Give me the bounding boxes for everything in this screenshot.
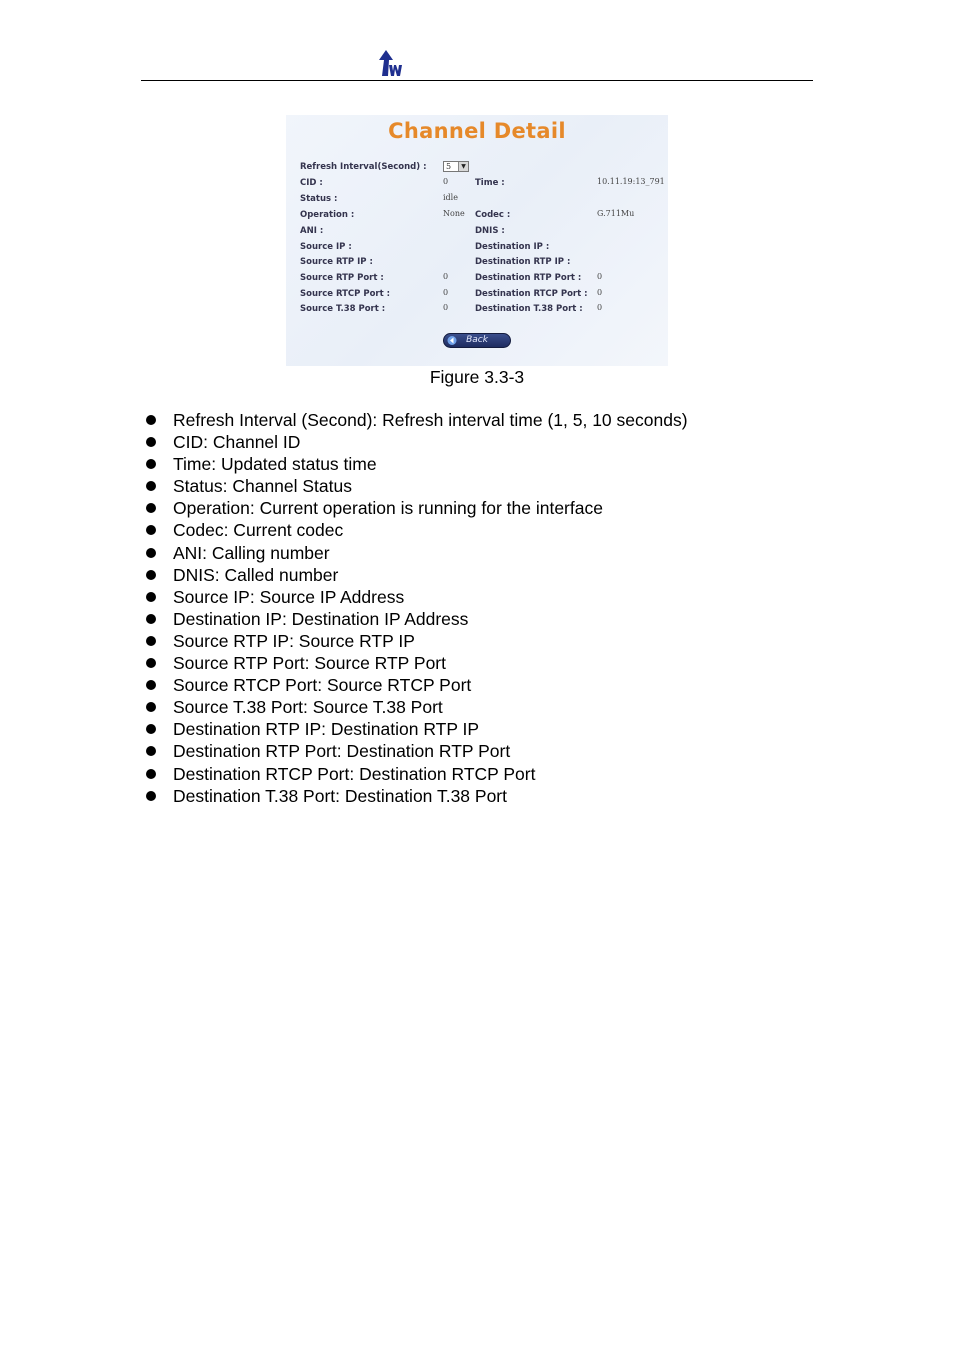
field-label: Source RTP IP :	[300, 257, 373, 267]
field-value: 0	[597, 272, 603, 281]
list-item-text: Source RTCP Port: Source RTCP Port	[173, 675, 472, 696]
channel-detail-screenshot	[286, 115, 668, 366]
figure-title: Channel Detail	[388, 119, 566, 143]
field-value: None	[443, 209, 465, 218]
bullet-icon	[146, 769, 156, 779]
list-item-text: Destination RTP IP: Destination RTP IP	[173, 719, 480, 740]
list-item-text: ANI: Calling number	[173, 542, 330, 563]
field-label: Destination RTCP Port :	[475, 289, 588, 299]
bullet-icon	[146, 680, 156, 690]
bullet-icon	[146, 592, 156, 602]
list-item-text: Refresh Interval (Second): Refresh interval time (1, 5, 10 seconds)	[173, 410, 688, 430]
field-label: Status :	[300, 194, 338, 204]
bullet-icon	[146, 746, 156, 756]
field-label: Destination RTP IP :	[475, 257, 571, 267]
bullet-icon	[146, 525, 156, 535]
back-arrow-icon	[447, 335, 457, 346]
field-label: CID :	[300, 178, 323, 188]
list-item-text: Source T.38 Port: Source T.38 Port	[173, 697, 443, 718]
list-item-text: Destination RTCP Port: Destination RTCP Port	[173, 763, 536, 784]
field-label: Destination T.38 Port :	[475, 304, 583, 314]
field-label: Time :	[475, 178, 505, 188]
field-label: ANI :	[300, 226, 324, 236]
bullet-icon	[146, 548, 156, 558]
list-item-text: Source RTP IP: Source RTP IP	[173, 630, 415, 651]
list-item-text: Destination T.38 Port: Destination T.38 Port	[173, 785, 507, 806]
field-value: G.711Mu	[597, 209, 635, 218]
field-value: 0	[443, 303, 449, 312]
field-label: Source IP :	[300, 242, 352, 252]
list-item-text: Status: Channel Status	[173, 476, 352, 497]
list-item-text: DNIS: Called number	[173, 564, 339, 585]
bullet-icon	[146, 570, 156, 580]
field-label: DNIS :	[475, 226, 505, 236]
back-button-label: Back	[466, 335, 488, 345]
list-item-text: Destination RTP Port: Destination RTP Port	[173, 741, 511, 762]
list-item-text: Codec: Current codec	[173, 520, 344, 541]
bullet-icon	[146, 658, 156, 668]
bullet-icon	[146, 724, 156, 734]
bullet-icon	[146, 459, 156, 469]
bullet-icon	[146, 791, 156, 801]
field-value: 0	[597, 303, 603, 312]
company-logo-icon	[376, 48, 408, 78]
field-value: 0	[443, 272, 449, 281]
field-label: Destination RTP Port :	[475, 273, 582, 283]
field-value: 0	[443, 288, 449, 297]
refresh-interval-select[interactable]	[443, 161, 469, 172]
bullet-icon	[146, 481, 156, 491]
field-value: 0	[597, 288, 603, 297]
field-value: 10.11.19:13_791	[597, 177, 665, 186]
bullet-icon	[146, 437, 156, 447]
field-label: Codec :	[475, 210, 511, 220]
list-item-text: Time: Updated status time	[173, 454, 377, 475]
chevron-down-icon[interactable]: ▼	[458, 162, 468, 171]
bullet-icon	[146, 636, 156, 646]
bullet-icon	[146, 503, 156, 513]
list-item-text: Operation: Current operation is running for the interface	[173, 498, 603, 519]
figure-caption: Figure 3.3-3	[429, 367, 525, 387]
bullet-icon	[146, 614, 156, 624]
refresh-interval-label: Refresh Interval(Second) :	[300, 162, 427, 172]
bullet-icon	[146, 415, 156, 425]
list-item-text: Destination IP: Destination IP Address	[173, 608, 469, 629]
field-label: Source RTP Port :	[300, 273, 384, 283]
field-value: 0	[443, 177, 449, 186]
refresh-interval-value: 5	[446, 162, 452, 171]
back-button[interactable]	[443, 333, 511, 348]
field-label: Source T.38 Port :	[300, 304, 386, 314]
bullet-icon	[146, 702, 156, 712]
list-item-text: Source RTP Port: Source RTP Port	[173, 653, 446, 674]
field-label: Source RTCP Port :	[300, 289, 391, 299]
list-item-text: Source IP: Source IP Address	[173, 586, 405, 607]
field-label: Destination IP :	[475, 242, 550, 252]
field-label: Operation :	[300, 210, 355, 220]
field-value: idle	[443, 193, 458, 202]
header-divider	[141, 80, 813, 81]
list-item-text: CID: Channel ID	[173, 432, 301, 453]
